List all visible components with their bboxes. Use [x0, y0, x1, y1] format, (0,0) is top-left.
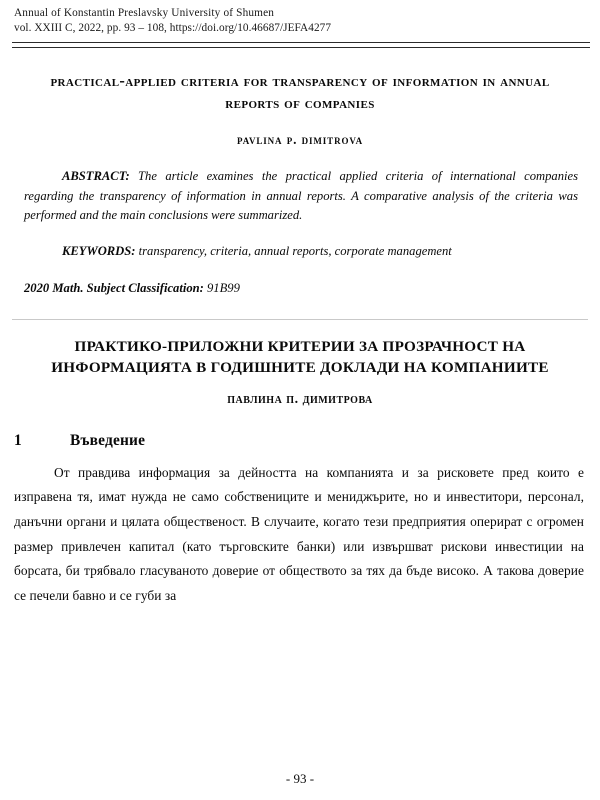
msc-paragraph — [24, 279, 578, 298]
author-name-latin: pavlina p. dimitrova — [236, 132, 364, 148]
page-footer — [0, 771, 600, 787]
keywords-label: KEYWORDS: — [62, 244, 136, 259]
abstract-text: The article examines the practical applied criteria of international companies regarding the transparency of information in annual reports. A comparative analysis of the criteria was performed and the main conclusions were summarized. — [24, 169, 578, 222]
page-title-bulgarian: ПРАКТИКО-ПРИЛОЖНИ КРИТЕРИИ ЗА ПРОЗРАЧНОСТ НА ИНФОРМАЦИЯТА В ГОДИШНИТЕ ДОКЛАДИ НА КОМПАНИИТЕ — [51, 337, 549, 377]
msc-label: 2020 Math. Subject Classification: — [24, 280, 204, 295]
author-name-cyrillic: павлина п. димитрова — [227, 391, 373, 407]
running-head — [14, 6, 586, 36]
running-head-line-1: Annual of Konstantin Preslavsky University of Shumen — [14, 7, 275, 19]
abstract-paragraph — [24, 167, 578, 225]
section-separator-rule — [12, 319, 588, 320]
page-title: practical-applied criteria for transparency of information in annual reports of companies — [50, 71, 550, 112]
keywords-text: transparency, criteria, annual reports, corporate management — [135, 244, 452, 259]
keywords-paragraph — [24, 242, 578, 261]
page-number: - 93 - — [285, 771, 315, 786]
abstract-label: ABSTRACT: — [62, 169, 130, 184]
running-head-line-2: vol. XXIII C, 2022, pp. 93 – 108, https://doi.org/10.46687/JEFA4277 — [14, 22, 332, 35]
section-number: 1 — [14, 431, 22, 449]
msc-text: 91B99 — [203, 280, 240, 295]
section-heading-introduction — [14, 432, 586, 450]
header-double-rule — [12, 42, 590, 48]
abstract-block — [14, 167, 586, 297]
body-paragraph: От правдива информация за дейността на компанията и за рисковете пред които е изправена тя, имат нужда не само собствениците и мениджърите, но и инвеститори, персонал, данъчни органи и цялата общественост. В случаите, когато тези предприятия оперират с огромен размер привлечен капитал (като търговските банки) или извършват рискови инвестиции на борсата, би трябвало гласуваното доверие от обществото за тях да бъде високо. А такова доверие се печели бавно и се губи за — [14, 464, 584, 604]
section-title: Въведение — [70, 431, 146, 449]
